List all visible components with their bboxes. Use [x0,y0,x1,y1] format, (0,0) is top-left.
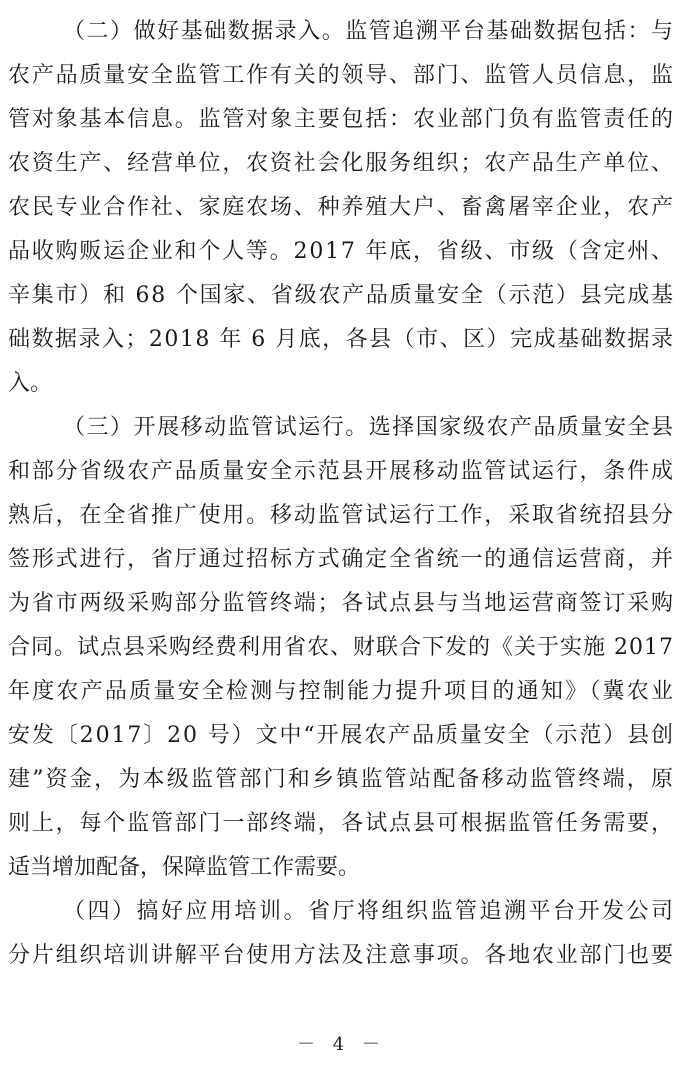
paragraph-line: 合同。试点县采购经费利用省农、财联合下发的《关于实施 2017 [8,635,674,660]
paragraph-line: 农产品质量安全监管工作有关的领导、部门、监管人员信息，监 [8,63,675,88]
paragraph-line: （四）搞好应用培训。省厅将组织监管追溯平台开发公司 [63,899,676,924]
paragraph-line: 为省市两级采购部分监管终端；各试点县与当地运营商签订采购 [8,591,675,616]
paragraph-line: 础数据录入；2018 年 6 月底，各县（市、区）完成基础数据录 [8,327,675,352]
paragraph-line: 分片组织培训讲解平台使用方法及注意事项。各地农业部门也要 [8,943,675,968]
paragraph-line: 和部分省级农产品质量安全示范县开展移动监管试运行，条件成 [8,459,675,484]
paragraph-line: 农民专业合作社、家庭农场、种养殖大户、畜禽屠宰企业，农产 [8,195,675,220]
paragraph-line: 熟后，在全省推广使用。移动监管试运行工作，采取省统招县分 [8,503,675,528]
paragraph-line: （二）做好基础数据录入。监管追溯平台基础数据包括：与 [63,19,675,44]
paragraph-line: 适当增加配备，保障监管工作需要。 [8,855,361,880]
paragraph-line: 管对象基本信息。监管对象主要包括：农业部门负有监管责任的 [8,107,675,132]
paragraph-line: 建”资金，为本级监管部门和乡镇监管站配备移动监管终端，原 [8,767,676,792]
paragraph-line: （三）开展移动监管试运行。选择国家级农产品质量安全县 [63,415,675,440]
paragraph-line: 入。 [8,371,53,396]
paragraph-line: 年度农产品质量安全检测与控制能力提升项目的通知》（冀农业 [8,679,676,704]
page-number: － 4 － [297,1034,386,1055]
paragraph-line: 安发〔2017〕20 号）文中“开展农产品质量安全（示范）县创 [8,723,675,748]
paragraph-line: 签形式进行，省厅通过招标方式确定全省统一的通信运营商，并 [8,547,675,572]
paragraph-line: 品收购贩运企业和个人等。2017 年底，省级、市级（含定州、 [8,239,675,264]
paragraph-line: 则上，每个监管部门一部终端，各试点县可根据监管任务需要， [8,811,675,836]
paragraph-line: 辛集市）和 68 个国家、省级农产品质量安全（示范）县完成基 [8,283,675,308]
paragraph-line: 农资生产、经营单位，农资社会化服务组织；农产品生产单位、 [8,151,675,176]
